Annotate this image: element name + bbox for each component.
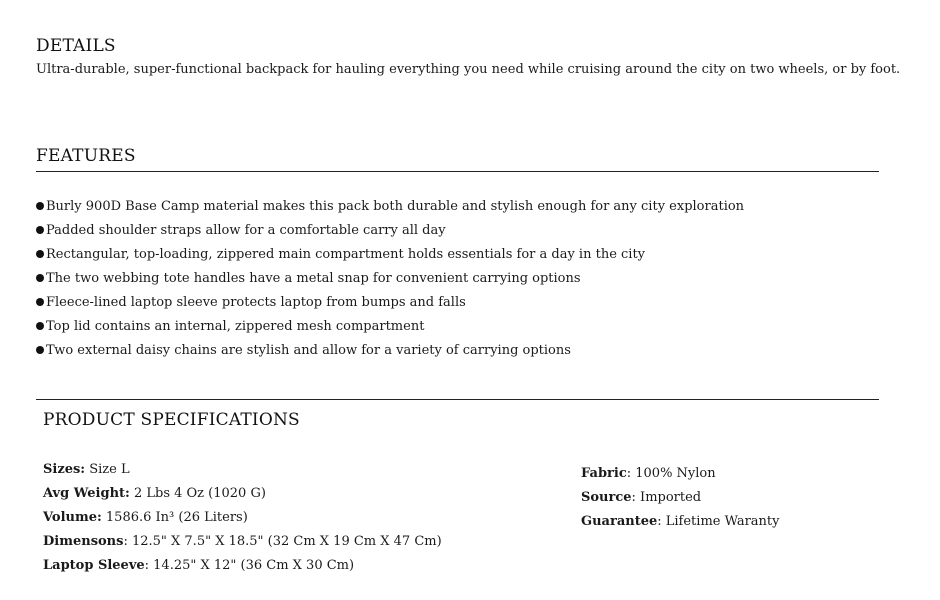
spec-label: Guarantee	[581, 514, 658, 529]
bullet-icon	[36, 322, 44, 330]
feature-text: Fleece-lined laptop sleeve protects laptop from bumps and falls	[46, 295, 466, 310]
spec-label: Dimensons	[43, 534, 124, 549]
feature-item	[36, 315, 744, 339]
spec-label: Sizes:	[43, 462, 86, 477]
spec-value: : 100% Nylon	[626, 466, 716, 481]
feature-text: The two webbing tote handles have a metal snap for convenient carrying options	[46, 271, 581, 286]
spec-value: Size L	[85, 462, 130, 477]
feature-text: Two external daisy chains are stylish and allow for a variety of carrying options	[46, 343, 571, 358]
feature-text: Padded shoulder straps allow for a comfortable carry all day	[46, 223, 446, 238]
feature-item	[36, 219, 744, 243]
spec-value: 1586.6 In³ (26 Liters)	[101, 510, 248, 525]
spec-value: : Imported	[631, 490, 702, 505]
bullet-icon	[36, 226, 44, 234]
features-divider	[36, 171, 879, 172]
feature-item	[36, 267, 744, 291]
spec-value: : 14.25" X 12" (36 Cm X 30 Cm)	[144, 558, 355, 573]
feature-item	[36, 195, 744, 219]
spec-value: 2 Lbs 4 Oz (1020 G)	[129, 486, 266, 501]
feature-item	[36, 243, 744, 267]
specs-left-column	[43, 458, 442, 578]
feature-text: Rectangular, top-loading, zippered main compartment holds essentials for a day in the city	[46, 247, 646, 262]
feature-text: Burly 900D Base Camp material makes this pack both durable and stylish enough for any city exploration	[46, 199, 745, 214]
spec-avg-weight	[43, 482, 442, 506]
spec-value: : Lifetime Waranty	[657, 514, 780, 529]
spec-dimensions	[43, 530, 442, 554]
feature-item	[36, 291, 744, 315]
spec-volume	[43, 506, 442, 530]
spec-source	[581, 486, 779, 510]
feature-text: Top lid contains an internal, zippered mesh compartment	[46, 319, 425, 334]
spec-label: Fabric	[581, 466, 627, 481]
features-list	[36, 195, 744, 363]
spec-label: Laptop Sleeve	[43, 558, 145, 573]
spec-label: Avg Weight:	[43, 486, 130, 501]
spec-guarantee	[581, 510, 779, 534]
bullet-icon	[36, 250, 44, 258]
spec-label: Volume:	[43, 510, 102, 525]
spec-fabric	[581, 462, 779, 486]
bullet-icon	[36, 346, 44, 354]
details-description: Ultra-durable, super-functional backpack for hauling everything you need while cruising around the city on two wheels, or by foot.	[36, 62, 901, 77]
specs-divider	[36, 399, 879, 400]
features-heading: FEATURES	[36, 146, 136, 166]
specs-right-column	[581, 462, 779, 534]
specs-heading: PRODUCT SPECIFICATIONS	[43, 410, 300, 430]
details-heading: DETAILS	[36, 36, 116, 56]
bullet-icon	[36, 298, 44, 306]
bullet-icon	[36, 202, 44, 210]
feature-item	[36, 339, 744, 363]
spec-value: : 12.5" X 7.5" X 18.5" (32 Cm X 19 Cm X 47 Cm)	[123, 534, 442, 549]
spec-laptop-sleeve	[43, 554, 442, 578]
spec-label: Source	[581, 490, 632, 505]
bullet-icon	[36, 274, 44, 282]
spec-sizes	[43, 458, 442, 482]
